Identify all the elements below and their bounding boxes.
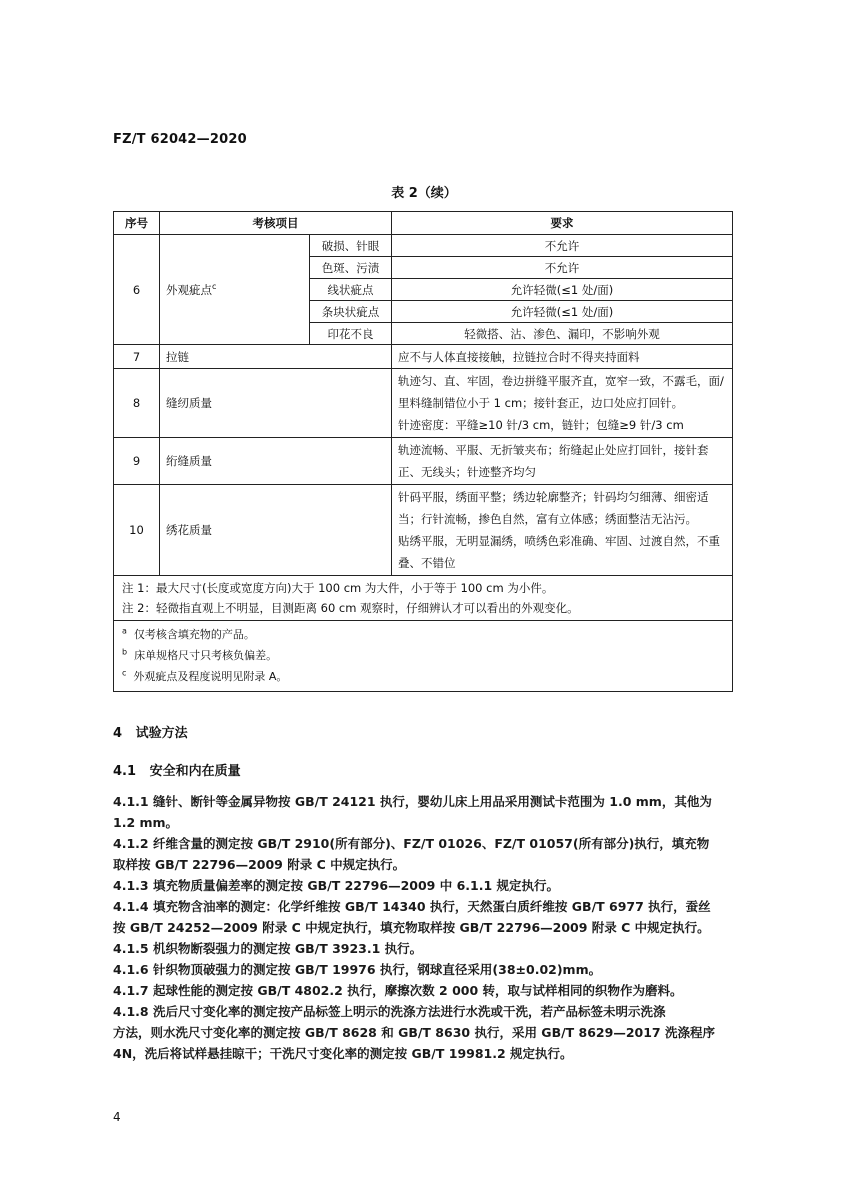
clause-number: 4.1.4 (113, 899, 149, 914)
requirement-line: 轨迹匀、直、牢固，卷边拼缝平服齐直，宽窄一致，不露毛，面/ (398, 374, 724, 388)
clause-line: 1.2 mm。 (113, 815, 179, 830)
row-item-label: 外观疵点 (166, 282, 212, 297)
row-requirement: 应不与人体直接接触，拉链拉合时不得夹持面料 (392, 345, 733, 369)
header-requirement: 要求 (392, 212, 733, 235)
clause-line: 填充物含油率的测定：化学纤维按 GB/T 14340 执行，天然蛋白质纤维按 GB/T 6977 执行，蚕丝 (153, 899, 711, 914)
requirement-line: 针码平服，绣面平整；绣边轮廓整齐；针码均匀细薄、细密适 (398, 490, 709, 504)
table-header-row (114, 212, 733, 235)
table-row (114, 485, 733, 576)
clause-number: 4.1.5 (113, 941, 149, 956)
row-seq: 7 (114, 345, 160, 369)
row-item: 缝纫质量 (160, 369, 392, 438)
table-row (114, 369, 733, 438)
section-number: 4 (113, 726, 123, 741)
requirement-line: 叠、不错位 (398, 556, 456, 570)
footnote-text: 床单规格尺寸只考核负偏差。 (134, 649, 278, 662)
requirement-line: 贴绣平服，无明显漏绣，喷绣色彩准确、牢固、过渡自然，不重 (398, 534, 720, 548)
requirement-line: 里料缝制错位小于 1 cm；接针套正，边口处应打回针。 (398, 396, 684, 410)
row-requirement (392, 485, 733, 576)
clause-number: 4.1.8 (113, 1004, 149, 1019)
clause-number: 4.1.6 (113, 962, 149, 977)
footnote-mark: b (122, 647, 128, 657)
clause (113, 875, 733, 896)
clause-line: 针织物顶破强力的测定按 GB/T 19976 执行，钢球直径采用(38±0.02)mm。 (153, 962, 602, 977)
requirement-line: 针迹密度：平缝≥10 针/3 cm，链针；包缝≥9 针/3 cm (398, 418, 684, 432)
table-footnotes (114, 621, 733, 692)
sub-item: 印花不良 (310, 323, 392, 345)
clause-line: 填充物质量偏差率的测定按 GB/T 22796—2009 中 6.1.1 规定执行。 (153, 878, 560, 893)
row-item: 拉链 (160, 345, 392, 369)
row-item: 绗缝质量 (160, 438, 392, 485)
header-item: 考核项目 (160, 212, 392, 235)
row-seq: 6 (114, 235, 160, 345)
footnote-mark: a (122, 626, 127, 636)
section-heading (113, 722, 188, 741)
table-row (114, 235, 733, 257)
sub-requirement: 轻微搭、沾、渗色、漏印，不影响外观 (392, 323, 733, 345)
clause-line: 方法，则水洗尺寸变化率的测定按 GB/T 8628 和 GB/T 8630 执行，采用 GB/T 8629—2017 洗涤程序 (113, 1025, 715, 1040)
section-title: 试验方法 (135, 726, 188, 741)
footnote-text: 仅考核含填充物的产品。 (133, 628, 255, 641)
clause-number: 4.1.3 (113, 878, 149, 893)
requirements-table (113, 211, 733, 692)
table-note: 注 1：最大尺寸(长度或宽度方向)大于 100 cm 为大件，小于等于 100 cm 为小件。 (122, 581, 554, 595)
clause (113, 980, 733, 1001)
sub-requirement: 不允许 (392, 257, 733, 279)
requirement-line: 当；行针流畅，掺色自然，富有立体感；绣面整洁无沾污。 (398, 512, 697, 526)
clause-number: 4.1.1 (113, 794, 149, 809)
clause (113, 833, 733, 875)
clause-line: 洗后尺寸变化率的测定按产品标签上明示的洗涤方法进行水洗或干洗，若产品标签未明示洗涤 (153, 1004, 666, 1019)
footnote (122, 666, 724, 687)
sub-requirement: 允许轻微(≤1 处/面) (392, 279, 733, 301)
clause-line: 取样按 GB/T 22796—2009 附录 C 中规定执行。 (113, 857, 406, 872)
sub-item: 线状疵点 (310, 279, 392, 301)
table-row (114, 345, 733, 369)
clause-line: 缝针、断针等金属异物按 GB/T 24121 执行，婴幼儿床上用品采用测试卡范围为 1.0 mm，其他为 (153, 794, 712, 809)
row-seq: 10 (114, 485, 160, 576)
clause (113, 1001, 733, 1064)
row-requirement (392, 438, 733, 485)
clause (113, 896, 733, 938)
page-number: 4 (113, 1110, 121, 1124)
subsection-heading (113, 760, 241, 779)
sub-requirement: 允许轻微(≤1 处/面) (392, 301, 733, 323)
section-number: 4.1 (113, 764, 137, 779)
clause-line: 按 GB/T 24252—2009 附录 C 中规定执行，填充物取样按 GB/T 22796—2009 附录 C 中规定执行。 (113, 920, 710, 935)
footnote-mark: c (212, 281, 217, 291)
clause-number: 4.1.2 (113, 836, 149, 851)
table-row (114, 438, 733, 485)
clause-line: 起球性能的测定按 GB/T 4802.2 执行，摩擦次数 2 000 转，取与试样相同的织物作为磨料。 (153, 983, 683, 998)
notes-row (114, 576, 733, 621)
row-seq: 9 (114, 438, 160, 485)
table-note: 注 2：轻微指直观上不明显，目测距离 60 cm 观察时，仔细辨认才可以看出的外观变化。 (122, 601, 579, 615)
header-seq: 序号 (114, 212, 160, 235)
clause-line: 机织物断裂强力的测定按 GB/T 3923.1 执行。 (153, 941, 423, 956)
row-item: 绣花质量 (160, 485, 392, 576)
clause (113, 791, 733, 833)
table-caption: 表 2（续） (391, 186, 457, 201)
row-requirement (392, 369, 733, 438)
sub-item: 色斑、污渍 (310, 257, 392, 279)
requirement-line: 正、无线头；针迹整齐均匀 (398, 465, 536, 479)
sub-item: 破损、针眼 (310, 235, 392, 257)
standard-number: FZ/T 62042—2020 (113, 132, 247, 147)
footnote-text: 外观疵点及程度说明见附录 A。 (133, 670, 288, 683)
sub-item: 条块状疵点 (310, 301, 392, 323)
table-notes (114, 576, 733, 621)
row-seq: 8 (114, 369, 160, 438)
footnotes-row (114, 621, 733, 692)
clause-line: 4N，洗后将试样悬挂晾干；干洗尺寸变化率的测定按 GB/T 19981.2 规定执行。 (113, 1046, 573, 1061)
clause (113, 938, 733, 959)
clause (113, 959, 733, 980)
footnote-mark: c (122, 668, 127, 678)
section-title: 安全和内在质量 (149, 764, 241, 779)
sub-requirement: 不允许 (392, 235, 733, 257)
row-item (160, 235, 310, 345)
footnote (122, 624, 724, 645)
footnote (122, 645, 724, 666)
requirement-line: 轨迹流畅、平服、无折皱夹布；绗缝起止处应打回针，接针套 (398, 443, 709, 457)
clause-number: 4.1.7 (113, 983, 149, 998)
clause-line: 纤维含量的测定按 GB/T 2910(所有部分)、FZ/T 01026、FZ/T 01057(所有部分)执行，填充物 (153, 836, 710, 851)
